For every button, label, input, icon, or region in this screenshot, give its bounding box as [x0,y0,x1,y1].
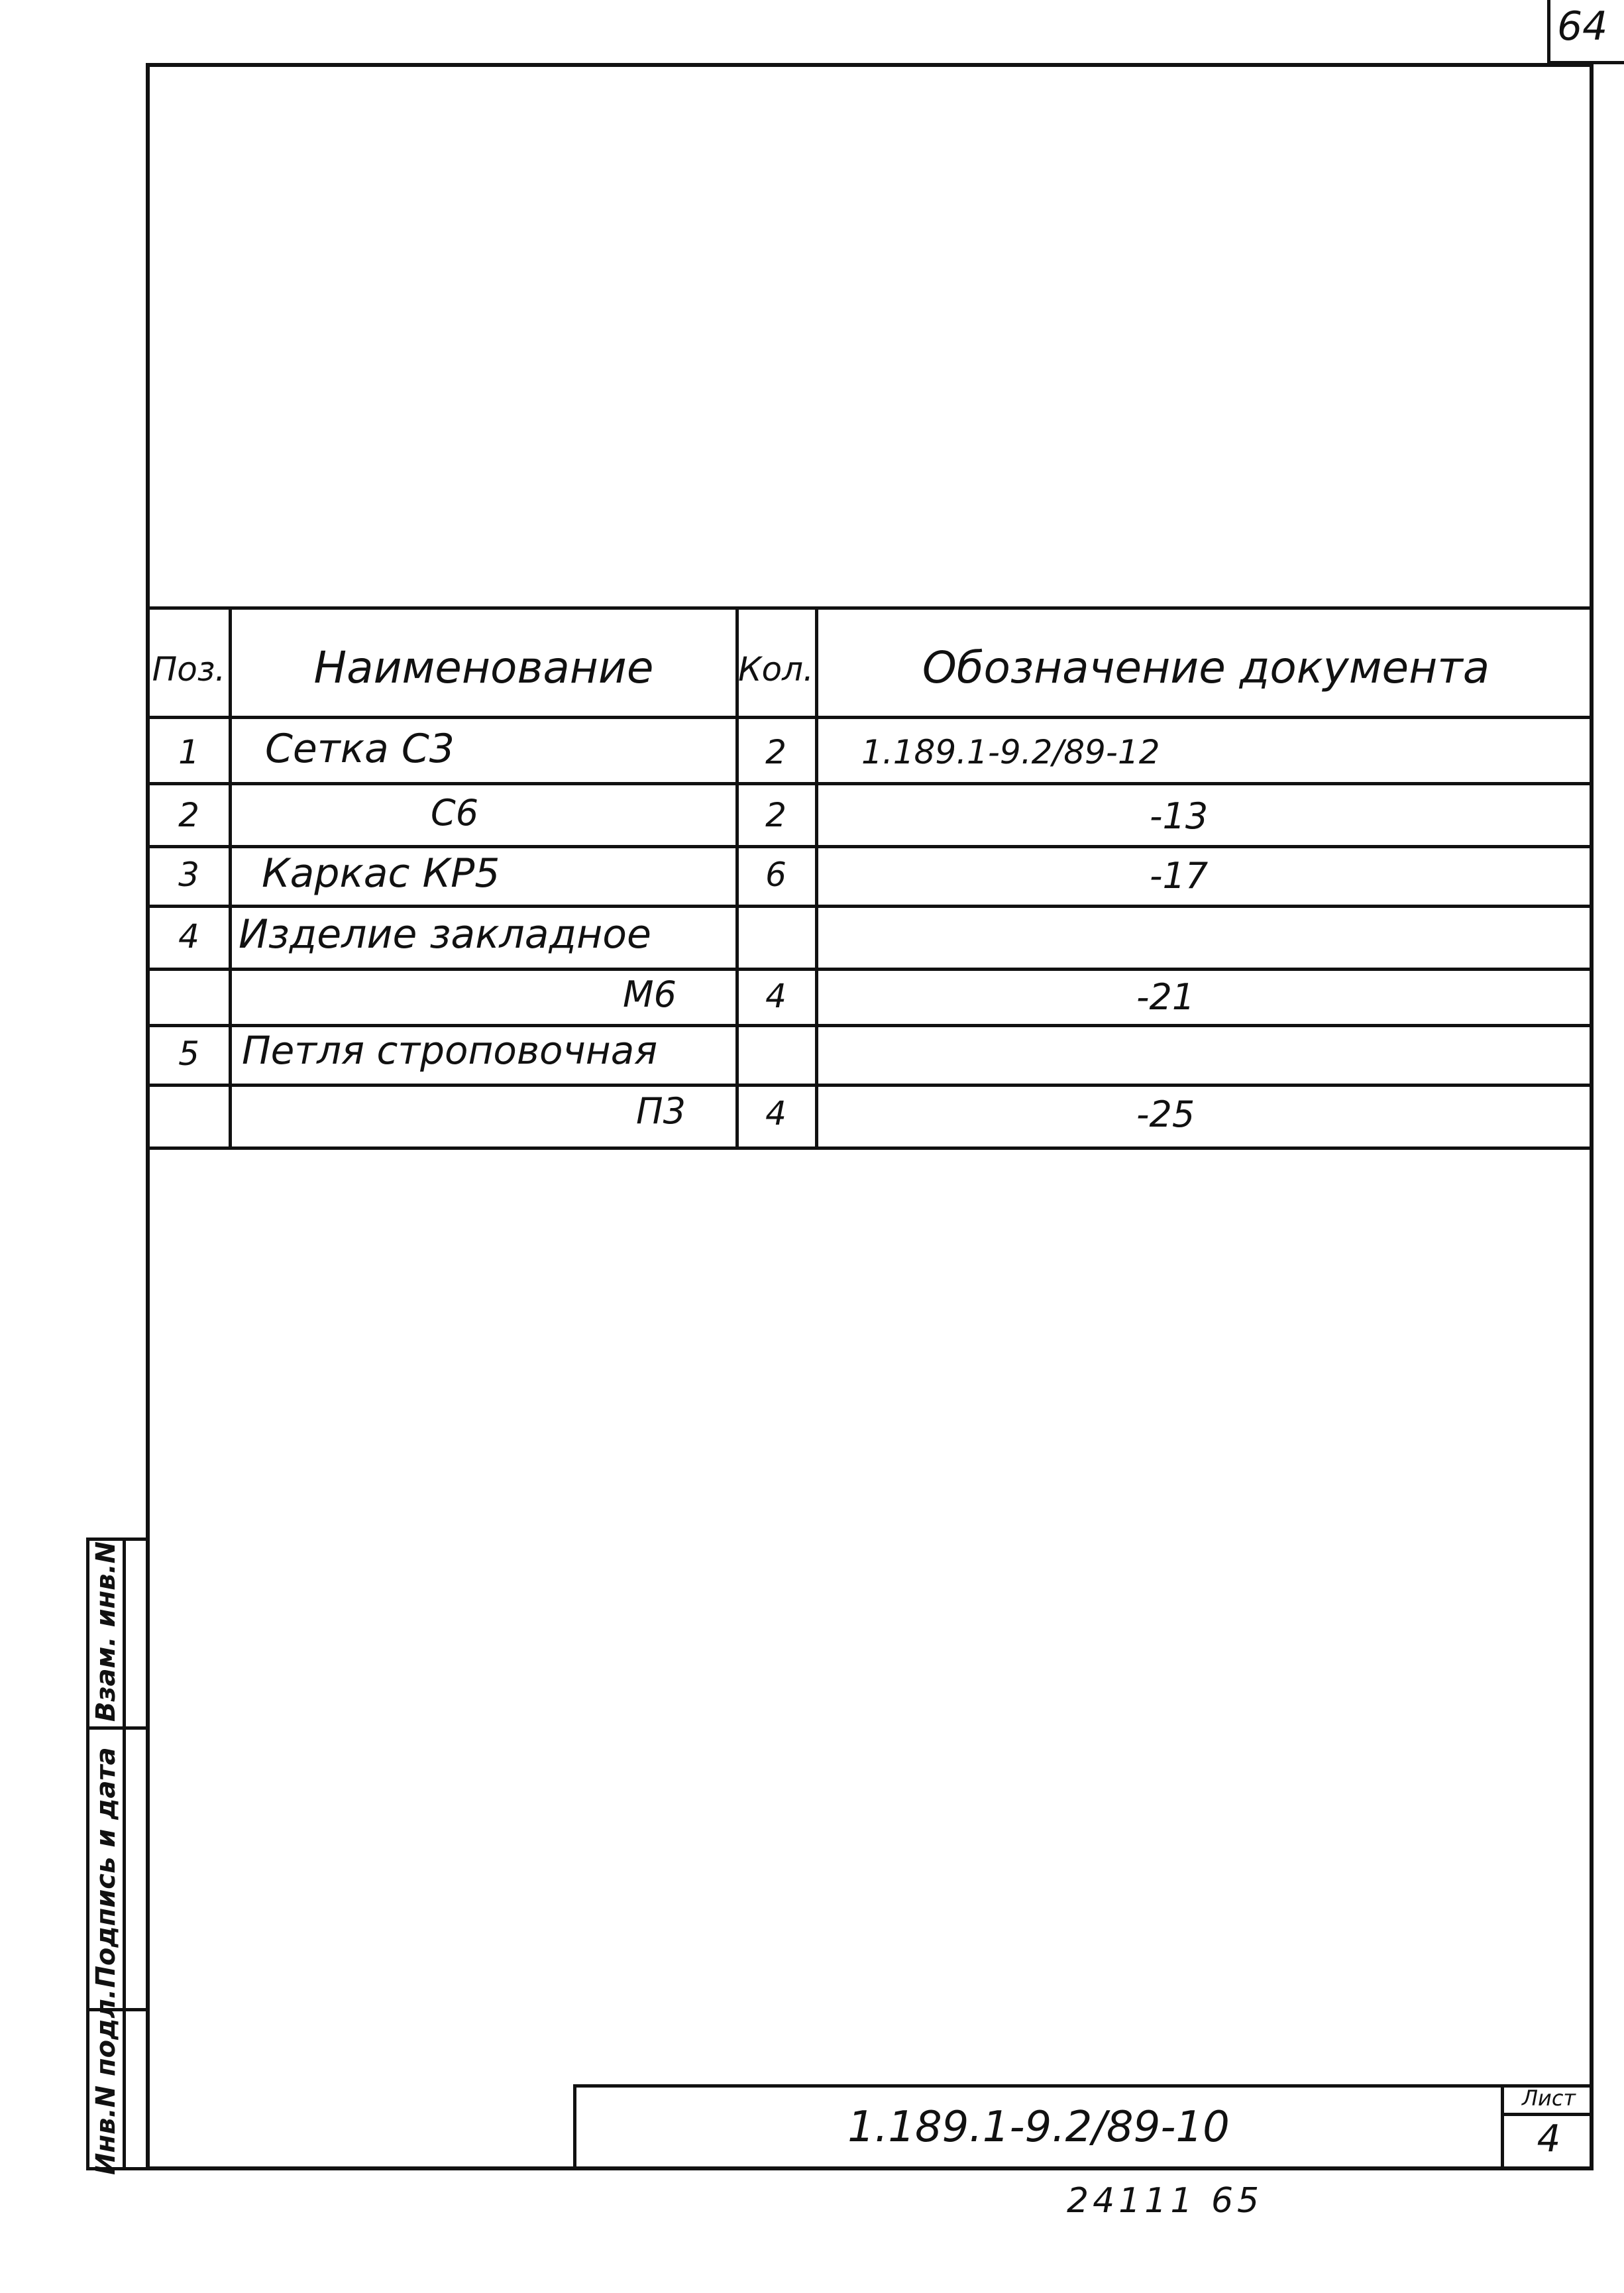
row-name: Каркас КР5 [262,850,500,897]
row-pos: 5 [178,1035,199,1073]
title-block-sheet-rule [1501,2113,1594,2116]
row-doc: -21 [1136,976,1195,1018]
table-top-rule [146,606,1594,610]
sheet-number: 4 [1537,2117,1561,2160]
row-pos: 1 [178,733,199,771]
stamp-inv-podl: Инв.N подл. [91,1989,121,2175]
table-row-rule [146,845,1594,848]
page-number-divider [1547,0,1550,63]
row-qty: 2 [765,796,786,834]
table-row-rule [146,1084,1594,1087]
header-pos: Поз. [152,650,226,689]
row-name: М6 [623,974,677,1015]
row-qty: 2 [765,733,786,771]
header-doc: Обозначение документа [922,642,1490,693]
row-doc: -17 [1150,855,1209,897]
stamp-sign-date: Подпись и дата [91,1747,121,1988]
table-row-rule [146,782,1594,785]
row-doc: 1.189.1-9.2/89-12 [861,733,1160,771]
row-qty: 6 [765,856,786,894]
row-name: Петля строповочная [242,1028,658,1073]
row-doc: -25 [1136,1093,1195,1135]
footer-code: 24111 65 [1067,2181,1264,2221]
row-qty: 4 [765,977,786,1015]
header-qty: Кол. [738,650,814,689]
row-pos: 3 [178,856,199,894]
page-number: 64 [1557,3,1608,50]
sheet-label: Лист [1521,2086,1576,2111]
side-stamp-inner-rule [123,1538,126,2170]
row-qty: 4 [765,1094,786,1133]
row-name: С6 [431,792,479,834]
table-row-rule [146,968,1594,971]
table-header-rule [146,716,1594,719]
row-name: Изделие закладное [239,911,651,958]
row-doc: -13 [1150,795,1209,837]
table-row-rule [146,905,1594,908]
table-bottom-rule [146,1146,1594,1150]
header-name: Наименование [313,642,654,693]
document-designation: 1.189.1-9.2/89-10 [847,2103,1230,2152]
stamp-inv-vzam: Взам. инв.N [91,1541,121,1722]
row-name: П3 [636,1090,686,1132]
table-row-rule [146,1024,1594,1027]
row-pos: 2 [178,796,199,834]
drawing-frame [146,63,1594,2170]
row-name: Сетка С3 [265,726,455,772]
row-pos: 4 [178,917,199,956]
